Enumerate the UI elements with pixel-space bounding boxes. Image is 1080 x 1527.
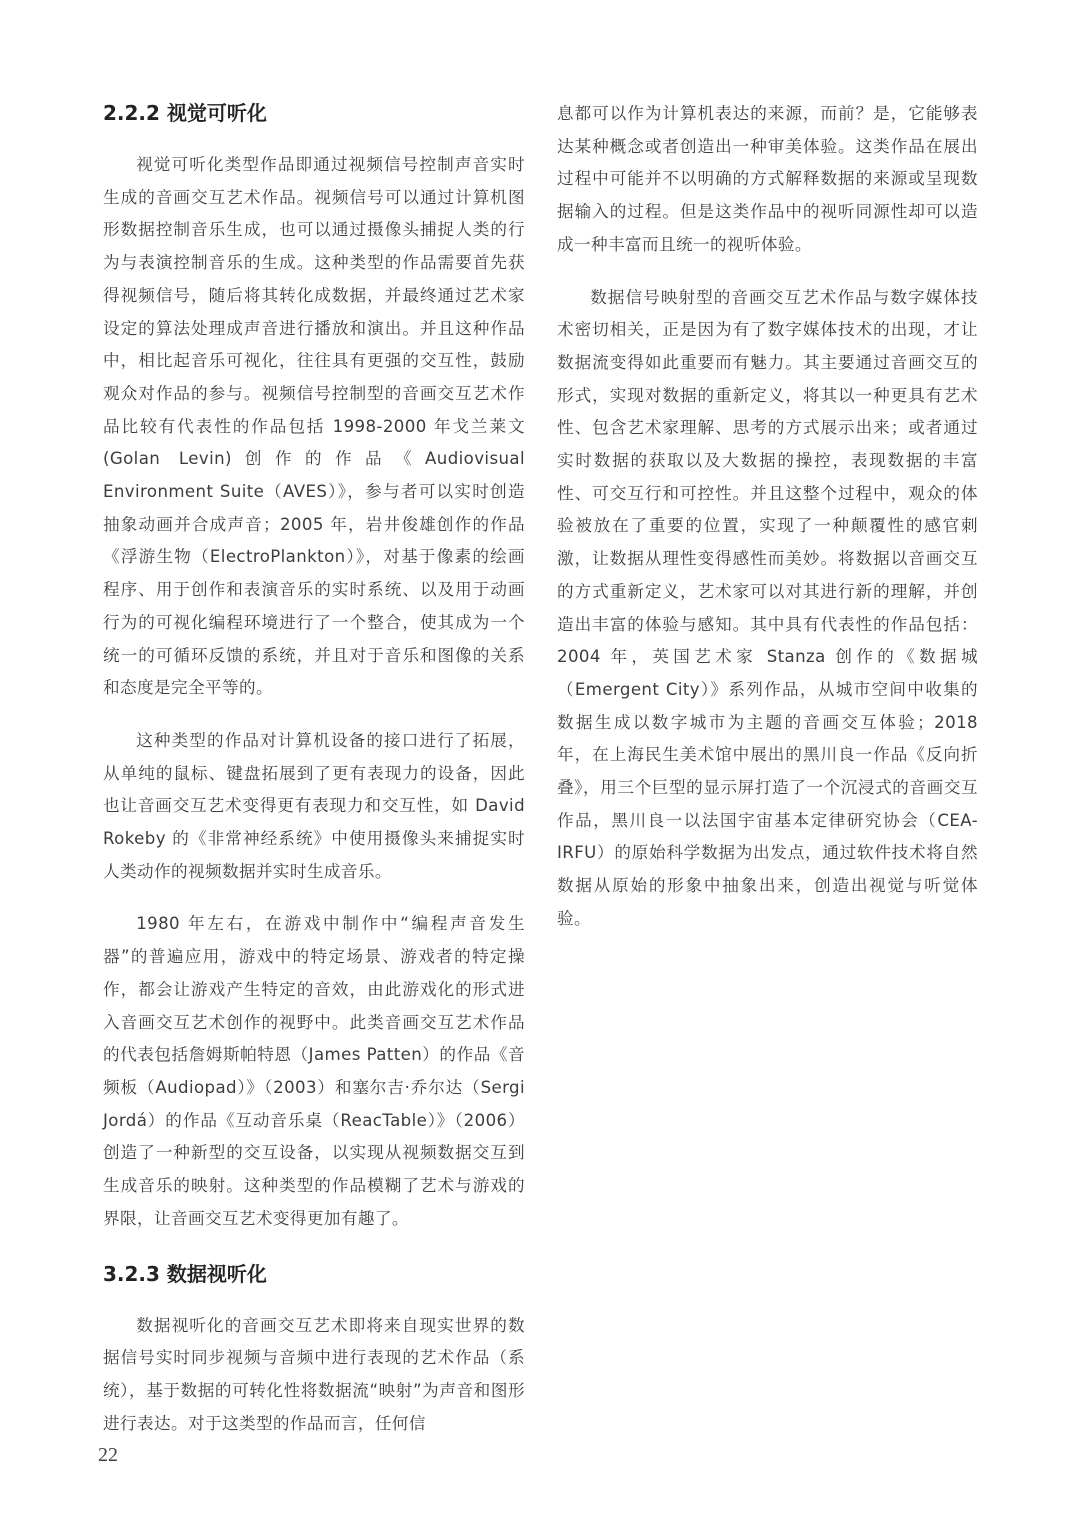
section-heading-2-2-2: 2.2.2 视觉可听化 bbox=[103, 101, 267, 125]
section-heading-3-2-3: 3.2.3 数据视听化 bbox=[103, 1261, 267, 1286]
page-number: 22 bbox=[98, 1444, 118, 1466]
right-column bbox=[557, 98, 978, 956]
paragraph: 数据信号映射型的音画交互艺术作品与数字媒体技术密切相关，正是因为有了数字媒体技术的出现，才让数据流变得如此重要而有魅力。其主要通过音画交互的形式，实现对数据的重新定义，将其以一种更具有艺术性、包含艺术家理解、思考的方式展示出来；或者通过实时数据的获取以及大数据的操控，表现数据的丰富性、可交互行和可控性。并且这整个过程中，观众的体验被放在了重要的位置，实现了一种颠覆性的感官刺激，让数据从理性变得感性而美妙。将数据以音画交互的方式重新定义，艺术家可以对其进行新的理解，并创造出丰富的体验与感知。其中具有代表性的作品包括：2004 年，英国艺术家 Stanza 创作的《数据城（Emergent City）》系列作品，从城市空间中收集的数据生成以数字城市为主题的音画交互体验；2018 年，在上海民生美术馆中展出的黑川良一作品《反向折叠》，用三个巨型的显示屏打造了一个沉浸式的音画交互作品，黑川良一以法国宇宙基本定律研究协会（CEA-IRFU）的原始科学数据为出发点，通过软件技术将自然数据从原始的形象中抽象出来，创造出视觉与听觉体验。 bbox=[557, 287, 978, 928]
paragraph-continued: 息都可以作为计算机表达的来源，而前？是，它能够表达某种概念或者创造出一种审美体验。这类作品在展出过程中可能并不以明确的方式解释数据的来源或呈现数据输入的过程。但是这类作品中的视听同源性却可以造成一种丰富而且统一的视听体验。 bbox=[557, 104, 978, 254]
paragraph: 视觉可听化类型作品即通过视频信号控制声音实时生成的音画交互艺术作品。视频信号可以通过计算机图形数据控制音乐生成，也可以通过摄像头捕捉人类的行为与表演控制音乐的生成。这种类型的作品需要首先获得视频信号，随后将其转化成数据，并最终通过艺术家设定的算法处理成声音进行播放和演出。并且这种作品中，相比起音乐可视化，往往具有更强的交互性，鼓励观众对作品的参与。视频信号控制型的音画交互艺术作品比较有代表性的作品包括 1998-2000 年戈兰莱文(Golan Levin)创作的作品《Audiovisual Environment Suite（AVES）》，参与者可以实时创造抽象动画并合成声音；2005 年，岩井俊雄创作的作品《浮游生物（ElectroPlankton）》，对基于像素的绘画程序、用于创作和表演音乐的实时系统、以及用于动画行为的可视化编程环境进行了一个整合，使其成为一个统一的可循环反馈的系统，并且对于音乐和图像的关系和态度是完全平等的。 bbox=[103, 155, 525, 698]
left-column bbox=[103, 95, 525, 1460]
paragraph: 这种类型的作品对计算机设备的接口进行了拓展，从单纯的鼠标、键盘拓展到了更有表现力的设备，因此也让音画交互艺术变得更有表现力和交互性，如 David Rokeby 的《非常神经系统》中使用摄像头来捕捉实时人类动作的视频数据并实时生成音乐。 bbox=[103, 730, 525, 881]
paragraph: 数据视听化的音画交互艺术即将来自现实世界的数据信号实时同步视频与音频中进行表现的艺术作品（系统），基于数据的可转化性将数据流“映射”为声音和图形进行表达。对于这类型的作品而言，任何信 bbox=[103, 1315, 525, 1433]
paragraph: 1980 年左右，在游戏中制作中“编程声音发生器”的普遍应用，游戏中的特定场景、游戏者的特定操作，都会让游戏产生特定的音效，由此游戏化的形式进入音画交互艺术创作的视野中。此类音画交互艺术作品的代表包括詹姆斯帕特恩（James Patten）的作品《音频板（Audiopad）》（2003）和塞尔吉·乔尔达（Sergi Jordá）的作品《互动音乐桌（ReacTable）》（2006）创造了一种新型的交互设备，以实现从视频数据交互到生成音乐的映射。这种类型的作品模糊了艺术与游戏的界限，让音画交互艺术变得更加有趣了。 bbox=[103, 914, 525, 1228]
